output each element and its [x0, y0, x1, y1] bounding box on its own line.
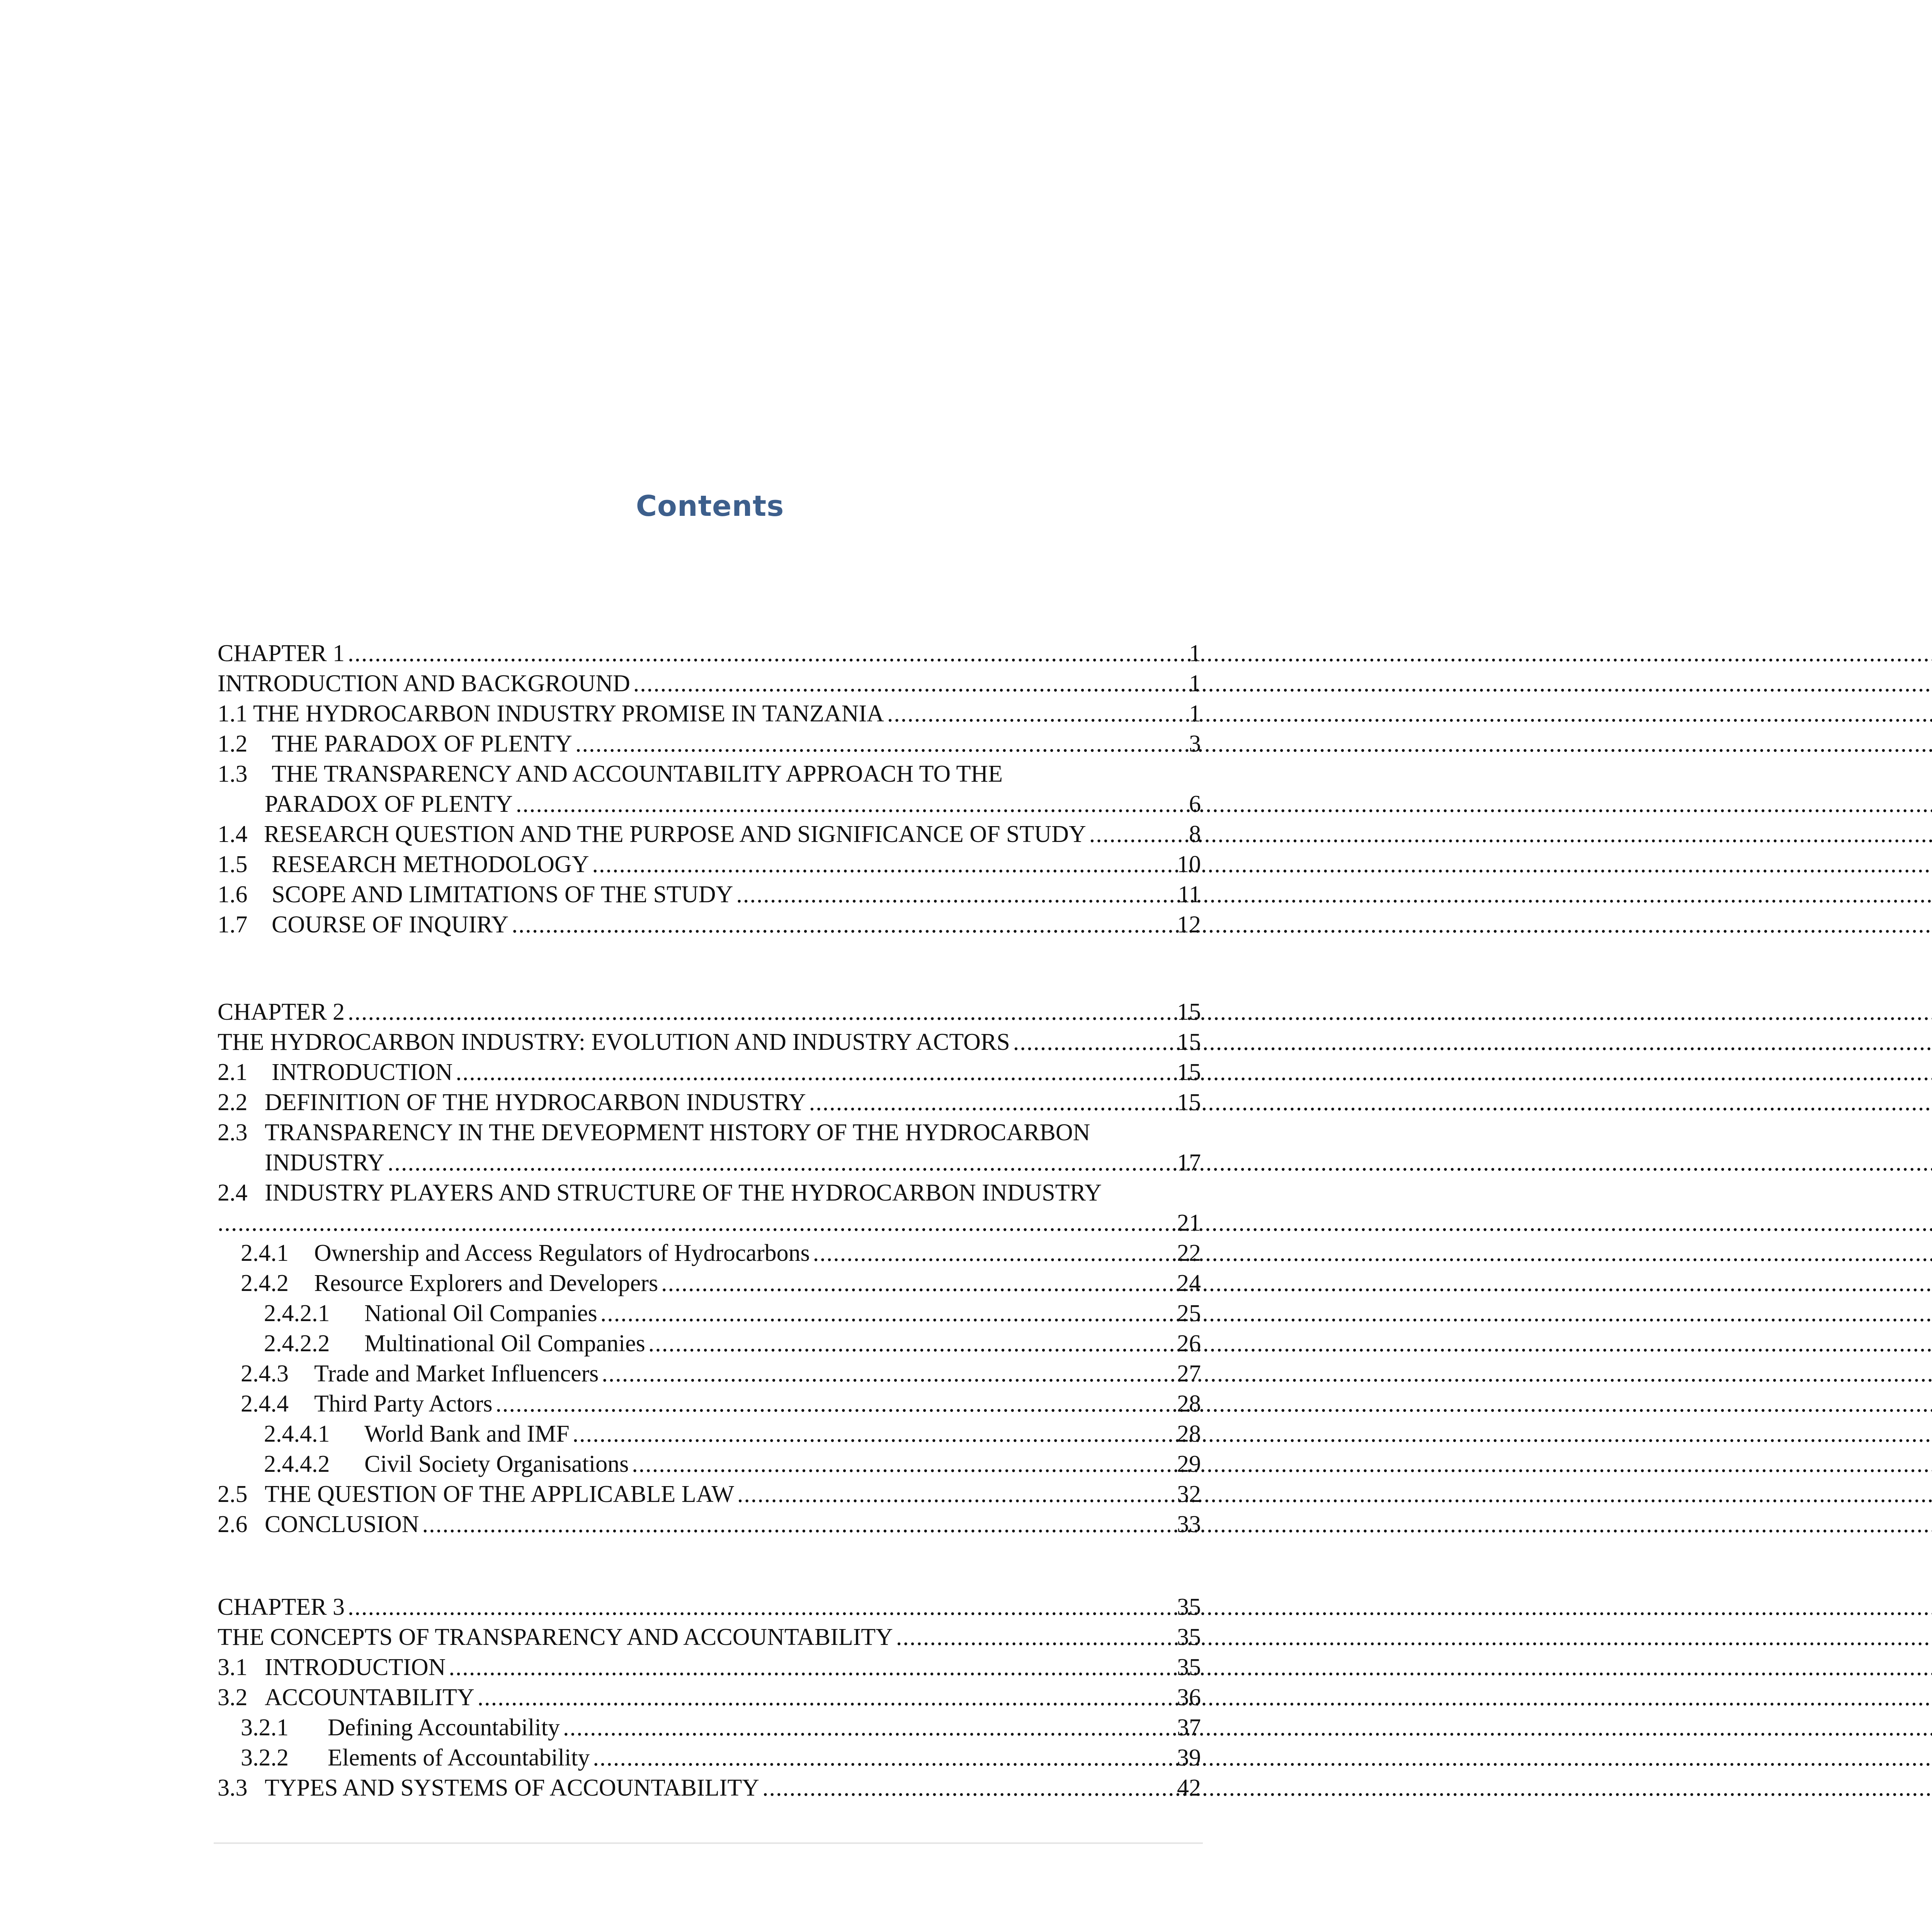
toc-entry-page: 35: [1177, 1624, 1201, 1650]
page-title: Contents: [636, 490, 784, 523]
toc-entry-continuation[interactable]: [218, 789, 1201, 819]
toc-entry-page: 15: [1177, 999, 1201, 1025]
toc-entry-page: 24: [1177, 1270, 1201, 1296]
leader-dots: [813, 1238, 1174, 1268]
toc-entry-page: 28: [1177, 1391, 1201, 1417]
toc-entry-number: 1.3: [218, 761, 248, 787]
toc-entry[interactable]: [218, 997, 1201, 1027]
toc-entry[interactable]: [218, 1509, 1201, 1539]
toc-entry-number: 1.5: [218, 851, 248, 878]
toc-entry-text: Multinational Oil Companies: [364, 1330, 645, 1357]
leader-dots: [1013, 1027, 1174, 1057]
leader-dots: [512, 910, 1174, 940]
toc-entry-number: 1.7: [218, 912, 248, 938]
toc-chapter-2: [218, 997, 1201, 1539]
toc-entry-page: 22: [1177, 1240, 1201, 1266]
leader-dots: [388, 1148, 1174, 1178]
toc-chapter-3: [218, 1592, 1201, 1803]
leader-dots: [348, 997, 1174, 1027]
toc-entry-page: 21: [1177, 1210, 1201, 1236]
toc-entry-number: 2.4.3: [241, 1361, 289, 1387]
toc-entry-page: 15: [1177, 1029, 1201, 1055]
toc-entry-text: ACCOUNTABILITY: [265, 1684, 474, 1711]
toc-entry-page: 28: [1177, 1421, 1201, 1447]
leader-dots: [809, 1087, 1174, 1117]
toc-entry-text: Elements of Accountability: [328, 1745, 590, 1771]
toc-entry-page: 32: [1177, 1481, 1201, 1507]
toc-entry-number: 2.3: [218, 1119, 248, 1146]
toc-entry-number: 3.2.1: [241, 1714, 289, 1741]
toc-entry[interactable]: [218, 879, 1201, 910]
leader-dots: [422, 1509, 1174, 1539]
toc-entry-page: 17: [1177, 1150, 1201, 1176]
leader-dots: [737, 1479, 1174, 1509]
toc-entry[interactable]: [218, 759, 1201, 789]
toc-entry[interactable]: [218, 1389, 1201, 1419]
toc-entry-page: 6: [1189, 791, 1201, 817]
toc-entry-page: 11: [1178, 881, 1201, 908]
toc-entry-page: 36: [1177, 1684, 1201, 1711]
toc-entry-text: DEFINITION OF THE HYDROCARBON INDUSTRY: [265, 1089, 806, 1116]
toc-entry-text: TRANSPARENCY IN THE DEVEOPMENT HISTORY OF THE HYDROCARBON: [265, 1119, 1090, 1146]
toc-entry-text: PARADOX OF PLENTY: [265, 791, 513, 817]
toc-entry-page: 42: [1177, 1775, 1201, 1801]
toc-entry-page: 25: [1177, 1300, 1201, 1327]
toc-entry[interactable]: [218, 699, 1201, 729]
leader-dots: [592, 849, 1174, 879]
toc-entry-number: 2.4.1: [241, 1240, 289, 1266]
toc-entry-number: 2.1: [218, 1059, 248, 1085]
toc-chapter-1: [218, 638, 1201, 940]
toc-entry[interactable]: [218, 1178, 1201, 1208]
toc-entry[interactable]: [218, 1682, 1201, 1713]
toc-entry-text: THE QUESTION OF THE APPLICABLE LAW: [265, 1481, 734, 1507]
toc-entry-text: INTRODUCTION: [272, 1059, 453, 1085]
toc-entry-page: 12: [1177, 912, 1201, 938]
toc-entry-text: THE CONCEPTS OF TRANSPARENCY AND ACCOUNTABILITY: [218, 1624, 893, 1650]
toc-entry-page: 3: [1189, 731, 1201, 757]
toc-entry-text: TYPES AND SYSTEMS OF ACCOUNTABILITY: [265, 1775, 759, 1801]
toc-entry[interactable]: [218, 1027, 1201, 1057]
toc-entry-page: 1: [1189, 670, 1201, 697]
toc-entry-number: 2.6: [218, 1511, 248, 1537]
toc-entry[interactable]: [218, 638, 1201, 668]
toc-entry-text: CHAPTER 2: [218, 999, 345, 1025]
toc-entry[interactable]: [218, 1773, 1201, 1803]
leader-dots: [593, 1743, 1174, 1773]
footer-divider: [214, 1842, 1203, 1844]
leader-dots: [648, 1328, 1174, 1359]
leader-dots: [632, 1449, 1174, 1479]
leader-dots: [1089, 819, 1186, 849]
toc-entry-text: THE TRANSPARENCY AND ACCOUNTABILITY APPROACH TO THE: [272, 761, 1003, 787]
leader-dots: [896, 1622, 1174, 1652]
toc-entry-text: Ownership and Access Regulators of Hydrocarbons: [314, 1240, 810, 1266]
leader-dots: [563, 1713, 1174, 1743]
toc-entry[interactable]: [218, 1359, 1201, 1389]
toc-entry-text: National Oil Companies: [364, 1300, 597, 1327]
toc-entry-page: 1: [1189, 640, 1201, 667]
toc-entry-text: Trade and Market Influencers: [314, 1361, 599, 1387]
toc-entry-number: 2.4.2.1: [264, 1300, 330, 1327]
leader-dots: [573, 1419, 1174, 1449]
toc-entry-number: 3.3: [218, 1775, 248, 1801]
toc-entry-text: RESEARCH METHODOLOGY: [272, 851, 589, 878]
toc-entry[interactable]: [218, 910, 1201, 940]
leader-dots: [600, 1298, 1174, 1328]
toc-entry-page: 15: [1177, 1059, 1201, 1085]
toc-entry-page: 33: [1177, 1511, 1201, 1537]
toc-entry-text: CHAPTER 1: [218, 640, 345, 667]
toc-entry-page: 8: [1189, 821, 1201, 847]
toc-entry[interactable]: [218, 1268, 1201, 1298]
toc-entry[interactable]: [218, 1592, 1201, 1622]
toc-entry-page: 29: [1177, 1451, 1201, 1477]
toc-entry[interactable]: [218, 1652, 1201, 1682]
leader-dots: [887, 699, 1186, 729]
toc-entry[interactable]: [218, 1057, 1201, 1087]
toc-entry-page: 10: [1177, 851, 1201, 878]
toc-entry-number: 3.2.2: [241, 1745, 289, 1771]
toc-entry-text: 1.1 THE HYDROCARBON INDUSTRY PROMISE IN TANZANIA: [218, 701, 884, 727]
toc-entry[interactable]: [218, 1743, 1201, 1773]
leader-dots: [456, 1057, 1174, 1087]
toc-entry-page: 26: [1177, 1330, 1201, 1357]
toc-entry[interactable]: [218, 849, 1201, 879]
toc-entry-number: 2.4.2: [241, 1270, 289, 1296]
leader-dots: [602, 1359, 1174, 1389]
toc-entry-number: 2.4.4.1: [264, 1421, 330, 1447]
toc-entry-text: CHAPTER 3: [218, 1594, 345, 1620]
leader-dots: [478, 1682, 1174, 1713]
toc-entry-number: 3.2: [218, 1684, 248, 1711]
toc-entry[interactable]: [218, 668, 1201, 699]
leader-dots: [496, 1389, 1174, 1419]
toc-entry-text: SCOPE AND LIMITATIONS OF THE STUDY: [272, 881, 733, 908]
toc-entry-text: Third Party Actors: [314, 1391, 493, 1417]
toc-entry-number: 2.4: [218, 1180, 248, 1206]
toc-entry-text: Defining Accountability: [328, 1714, 560, 1741]
toc-entry[interactable]: [218, 1087, 1201, 1117]
leader-dots: [736, 879, 1175, 910]
toc-entry-page: 35: [1177, 1594, 1201, 1620]
toc-entry-page: 27: [1177, 1361, 1201, 1387]
toc-entry-text: RESEARCH QUESTION AND THE PURPOSE AND SIGNIFICANCE OF STUDY: [264, 821, 1086, 847]
toc-entry-page: 35: [1177, 1654, 1201, 1680]
toc-entry-continuation[interactable]: [218, 1148, 1201, 1178]
toc-entry-text: INTRODUCTION: [265, 1654, 446, 1680]
toc-entry-number: 2.2: [218, 1089, 248, 1116]
toc-entry-number: 2.4.4.2: [264, 1451, 330, 1477]
toc-entry[interactable]: [218, 1117, 1201, 1148]
toc-entry-page: 39: [1177, 1745, 1201, 1771]
toc-entry[interactable]: [218, 1328, 1201, 1359]
toc-entry-text: INDUSTRY: [265, 1150, 385, 1176]
toc-entry-text: THE HYDROCARBON INDUSTRY: EVOLUTION AND INDUSTRY ACTORS: [218, 1029, 1010, 1055]
toc-entry-number: 2.4.4: [241, 1391, 289, 1417]
toc-entry[interactable]: [218, 1449, 1201, 1479]
leader-dots: [348, 638, 1186, 668]
leader-dots: [348, 1592, 1174, 1622]
toc-entry-number: 1.6: [218, 881, 248, 908]
toc-entry-text: INTRODUCTION AND BACKGROUND: [218, 670, 630, 697]
toc-entry[interactable]: [218, 1479, 1201, 1509]
toc-entry[interactable]: [218, 1622, 1201, 1652]
toc-entry[interactable]: [218, 1419, 1201, 1449]
toc-entry-text: CONCLUSION: [265, 1511, 419, 1537]
toc-entry-number: 3.1: [218, 1654, 248, 1680]
toc-entry-page: 37: [1177, 1714, 1201, 1741]
toc-entry-text: Civil Society Organisations: [364, 1451, 629, 1477]
leader-dots: [661, 1268, 1174, 1298]
leader-dots: [218, 1208, 1174, 1238]
toc-entry-text: COURSE OF INQUIRY: [272, 912, 509, 938]
toc-entry-number: 2.5: [218, 1481, 248, 1507]
leader-dots: [516, 789, 1186, 819]
leader-dots: [633, 668, 1186, 699]
toc-entry-continuation[interactable]: [218, 1208, 1201, 1238]
leader-dots: [762, 1773, 1174, 1803]
toc-entry-text: Resource Explorers and Developers: [314, 1270, 658, 1296]
toc-entry-text: INDUSTRY PLAYERS AND STRUCTURE OF THE HYDROCARBON INDUSTRY: [265, 1180, 1102, 1206]
toc-entry[interactable]: [218, 1298, 1201, 1328]
toc-entry-number: 1.4: [218, 821, 248, 847]
toc-entry[interactable]: [218, 819, 1201, 849]
toc-entry-number: 1.2: [218, 731, 248, 757]
toc-entry-page: 1: [1189, 701, 1201, 727]
leader-dots: [575, 729, 1186, 759]
toc-entry-number: 2.4.2.2: [264, 1330, 330, 1357]
toc-entry-text: World Bank and IMF: [364, 1421, 570, 1447]
toc-entry[interactable]: [218, 729, 1201, 759]
toc-entry-page: 15: [1177, 1089, 1201, 1116]
leader-dots: [449, 1652, 1174, 1682]
toc-entry[interactable]: [218, 1713, 1201, 1743]
toc-entry-text: THE PARADOX OF PLENTY: [272, 731, 572, 757]
toc-entry[interactable]: [218, 1238, 1201, 1268]
